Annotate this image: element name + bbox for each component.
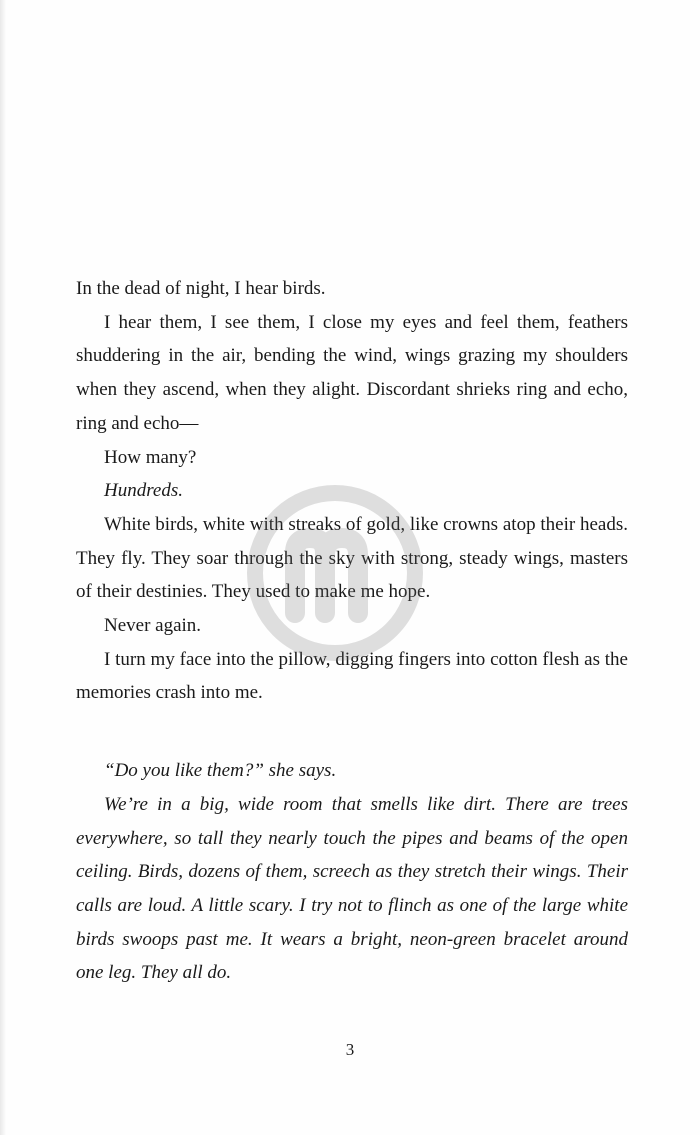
page-number: 3 — [345, 1040, 355, 1059]
scan-edge-shadow — [0, 0, 6, 1135]
paragraph: I hear them, I see them, I close my eyes and feel them, feathers shuddering in the air, bending the wind, wings grazing my shoulders when they ascend, when they alight. Discordant shrieks ring and echo, ring and echo— — [76, 311, 628, 434]
paragraph: I turn my face into the pillow, digging fingers into cotton flesh as the memories crash into me. — [76, 648, 628, 704]
paragraph: We’re in a big, wide room that smells like dirt. There are trees everywhere, so tall they nearly touch the pipes and beams of the open ceiling. Birds, dozens of them, screech as they stretch their wings. Their calls are loud. A little scary. I try not to flinch as one of the large white birds swoops past me. It wears a bright, neon-green bracelet around one leg. They all do. — [76, 793, 628, 984]
paragraph: In the dead of night, I hear birds. — [76, 278, 326, 299]
paragraph: White birds, white with streaks of gold, like crowns atop their heads. They fly. They soar through the sky with strong, steady wings, masters of their destinies. They used to make me hope. — [76, 513, 628, 603]
paragraph: How many? — [104, 446, 197, 468]
paragraph: Never again. — [104, 615, 202, 637]
body-text — [76, 272, 628, 990]
paragraph: Hundreds. — [104, 480, 183, 502]
paragraph: “Do you like them?” she says. — [104, 760, 337, 782]
section-break — [76, 710, 628, 754]
